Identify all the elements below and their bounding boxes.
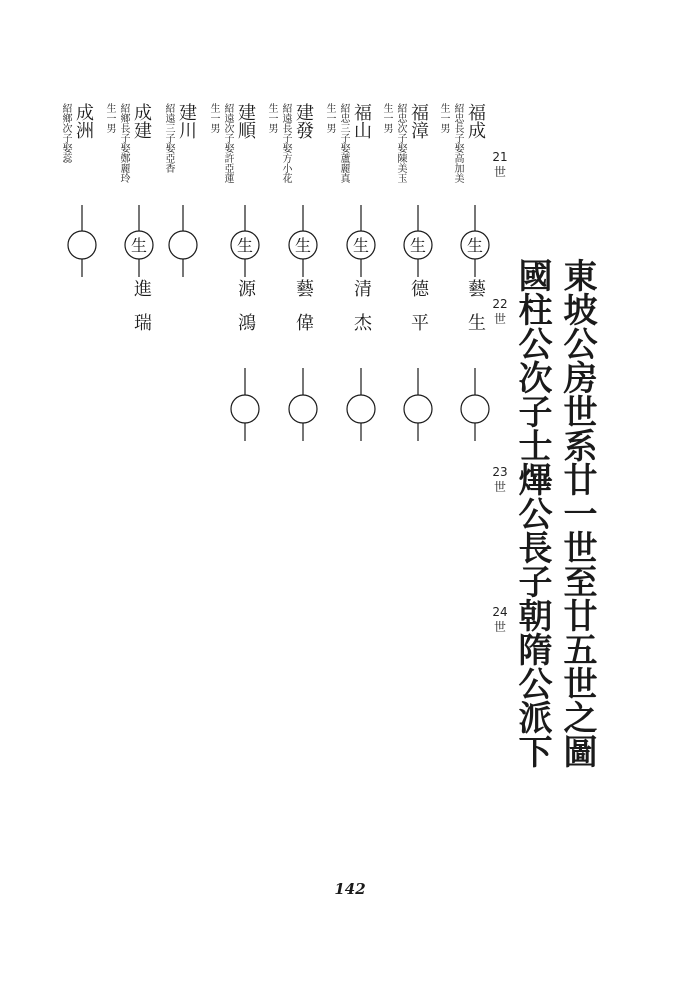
chart-title-line2: 國柱公次子士熚公長子朝隋公派下 — [512, 258, 552, 768]
child-name: 藝偉 — [293, 279, 314, 347]
chart-title-line1: 東坡公房世系廿一世至廿五世之圖 — [557, 258, 597, 768]
generation-label-23: 23 世 — [492, 465, 508, 494]
member-name: 建順 — [235, 103, 256, 139]
member-note-children: 生一男 — [324, 103, 335, 133]
member-note: 紹遠次子娶許亞蓮 — [222, 103, 233, 183]
member-note: 紹遠長子娶方小花 — [280, 103, 291, 183]
lineage-circle — [404, 395, 432, 423]
member-name: 建發 — [293, 103, 314, 139]
child-name: 清杰 — [351, 279, 372, 347]
birth-glyph: 生 — [466, 236, 484, 255]
birth-glyph: 生 — [130, 236, 148, 255]
birth-glyph: 生 — [352, 236, 370, 255]
generation-label-22: 22 世 — [492, 297, 508, 326]
generation-label-24: 24 世 — [492, 605, 508, 634]
member-note: 紹鄉長子娶鄭麗玲 — [118, 103, 129, 183]
member-note-children: 生一男 — [266, 103, 277, 133]
birth-glyph: 生 — [236, 236, 254, 255]
member-note-children: 生一男 — [104, 103, 115, 133]
member-name: 成建 — [131, 103, 152, 139]
member-note-children: 生一男 — [381, 103, 392, 133]
member-note-children: 生一男 — [438, 103, 449, 133]
member-note: 紹忠三子娶蘆麗真 — [338, 103, 349, 183]
lineage-marks — [68, 205, 489, 441]
member-name: 福成 — [465, 103, 486, 139]
lineage-circle — [461, 395, 489, 423]
lineage-circle — [347, 395, 375, 423]
member-name: 成洲 — [73, 103, 94, 139]
generation-label-21: 21 世 — [492, 150, 508, 179]
member-note: 紹遠三子娶亞香 — [163, 103, 174, 173]
child-name: 進瑞 — [131, 279, 152, 347]
page-number: 142 — [334, 880, 366, 898]
birth-glyph: 生 — [294, 236, 312, 255]
lineage-circle — [68, 231, 96, 259]
member-note: 紹忠長子娶高加美 — [452, 103, 463, 183]
lineage-circle — [231, 395, 259, 423]
member-note-children: 生一男 — [208, 103, 219, 133]
member-note: 紹鄉次子娶蕊 — [60, 103, 71, 163]
member-name: 福山 — [351, 103, 372, 139]
lineage-circle — [169, 231, 197, 259]
birth-glyph: 生 — [409, 236, 427, 255]
lineage-circle — [289, 395, 317, 423]
child-name: 德平 — [408, 279, 429, 347]
member-name: 建川 — [176, 103, 197, 139]
member-name: 福漳 — [408, 103, 429, 139]
child-name: 藝生 — [465, 279, 486, 347]
member-note: 紹忠次子娶陳美玉 — [395, 103, 406, 183]
child-name: 源鴻 — [235, 279, 256, 347]
